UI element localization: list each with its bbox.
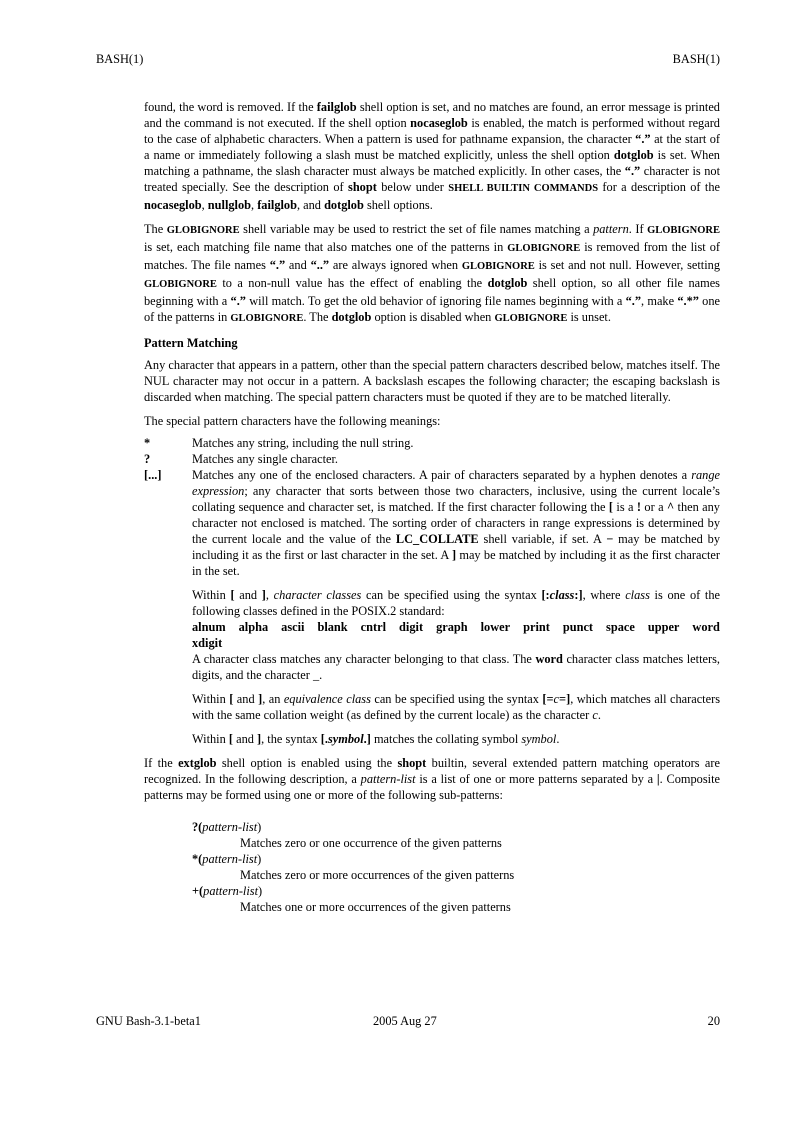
class-name: upper [647, 620, 680, 634]
subpattern-term: *(pattern-list) [192, 852, 262, 866]
term-bracket: [...] [144, 468, 162, 482]
subpattern-desc: Matches zero or more occurrences of the given patterns [240, 868, 515, 882]
term-qmark: ? [144, 452, 151, 466]
header-right: BASH(1) [672, 52, 720, 66]
subpattern-desc: Matches one or more occurrences of the given patterns [240, 900, 511, 914]
paragraph-pattern-intro: Any character that appears in a pattern, other than the special pattern characters described below, matches itself. The NUL character may not occur in a pattern. A backslash escapes the following character; the escaping backslash is discarded when matching. The special pattern characters must be quoted if they are to be matched literally. [144, 358, 720, 404]
class-name: word [692, 620, 720, 634]
term-star: * [144, 436, 151, 450]
definition-bracket [144, 467, 720, 747]
class-name-last: xdigit [192, 636, 223, 650]
paragraph-failglob: found, the word is removed. If the failglob shell option is set, and no matches are found, an error message is printed and the command is not executed. If the shell option nocaseglob is enabled, the match is performed without regard to the case of alphabetic characters. When a pattern is used for pathname expansion, the character “.” at the start of a name or immediately following a slash must be matched explicitly, unless the shell option dotglob is set. When matching a pathname, the slash character must always be matched explicitly. In other cases, the “.” character is not treated specially. See the description of shopt below under SHELL BUILTIN COMMANDS for a description of the nocaseglob, nullglob, failglob, and dotglob shell options. [144, 100, 721, 212]
class-name: blank [317, 620, 348, 634]
bracket-range: Matches any one of the enclosed characters. A pair of characters separated by a hyphen denotes a range expression; any character that sorts between those two characters, inclusive, using the current locale’s collating sequence and character set, is matched. If the first character following the [ is a ! or a ^ then any character not enclosed is matched. The sorting order of characters in range expressions is determined by the current locale and the value of the LC_COLLATE shell variable, if set. A − may be matched by including it as the first or last character in the set. A ] may be matched by including it as the first character in the set. [192, 468, 721, 578]
class-name: lower [480, 620, 511, 634]
desc-qmark: Matches any single character. [192, 452, 339, 466]
definition-qmark [144, 451, 720, 467]
class-list [192, 619, 720, 635]
class-name: cntrl [360, 620, 387, 634]
section-title: Pattern Matching [144, 336, 238, 350]
bracket-collating: Within [ and ], the syntax [.symbol.] matches the collating symbol symbol. [192, 732, 560, 746]
class-name: print [523, 620, 550, 634]
definition-star [144, 435, 720, 451]
footer-center: 2005 Aug 27 [373, 1014, 437, 1028]
bracket-classes [192, 587, 720, 683]
subpattern-item [192, 819, 720, 851]
subpattern-term: +(pattern-list) [192, 884, 263, 898]
class-name: digit [399, 620, 424, 634]
class-name: ascii [281, 620, 305, 634]
paragraph-globignore: The GLOBIGNORE shell variable may be used to restrict the set of file names matching a pattern. If GLOBIGNORE is set, each matching file name that also matches one of the patterns in GLOBIGNORE is removed from the list of matches. The file names “.” and “..” are always ignored when GLOBIGNORE is set and not null. However, setting GLOBIGNORE to a non-null value has the effect of enabling the dotglob shell option, so all other file names beginning with a “.” will match. To get the old behavior of ignoring file names beginning with a “.”, make “.*” one of the patterns in GLOBIGNORE. The dotglob option is disabled when GLOBIGNORE is unset. [144, 222, 720, 324]
subpattern-list [192, 819, 720, 915]
classes-intro: Within [ and ], character classes can be specified using the syntax [:class:], where class is one of the following classes defined in the POSIX.2 standard: [192, 588, 720, 618]
class-match-desc: A character class matches any character belonging to that class. The word character class matches letters, digits, and the character _. [192, 652, 720, 682]
footer-page-number: 20 [707, 1014, 720, 1028]
paragraph-special-chars: The special pattern characters have the following meanings: [144, 414, 441, 428]
subpattern-item [192, 883, 720, 915]
paragraph-extglob: If the extglob shell option is enabled using the shopt builtin, several extended pattern matching operators are recognized. In the following description, a pattern-list is a list of one or more patterns separated by a |. Composite patterns may be formed using one or more of the following sub-patterns: [144, 756, 720, 802]
subpattern-term: ?(pattern-list) [192, 820, 262, 834]
subpattern-desc: Matches zero or one occurrence of the given patterns [240, 836, 502, 850]
class-name: punct [562, 620, 594, 634]
desc-star: Matches any string, including the null string. [192, 436, 414, 450]
header-left: BASH(1) [96, 52, 144, 66]
class-name: space [606, 620, 635, 634]
bracket-equivalence: Within [ and ], an equivalence class can be specified using the syntax [=c=], which matches all characters with the same collation weight (as defined by the current locale) as the character c. [192, 692, 721, 722]
class-name: alpha [238, 620, 269, 634]
subpattern-item [192, 851, 720, 883]
desc-bracket [192, 467, 720, 747]
class-name: graph [436, 620, 468, 634]
class-name: alnum [192, 620, 226, 634]
footer-left: GNU Bash-3.1-beta1 [96, 1014, 201, 1028]
page-body [144, 99, 720, 915]
